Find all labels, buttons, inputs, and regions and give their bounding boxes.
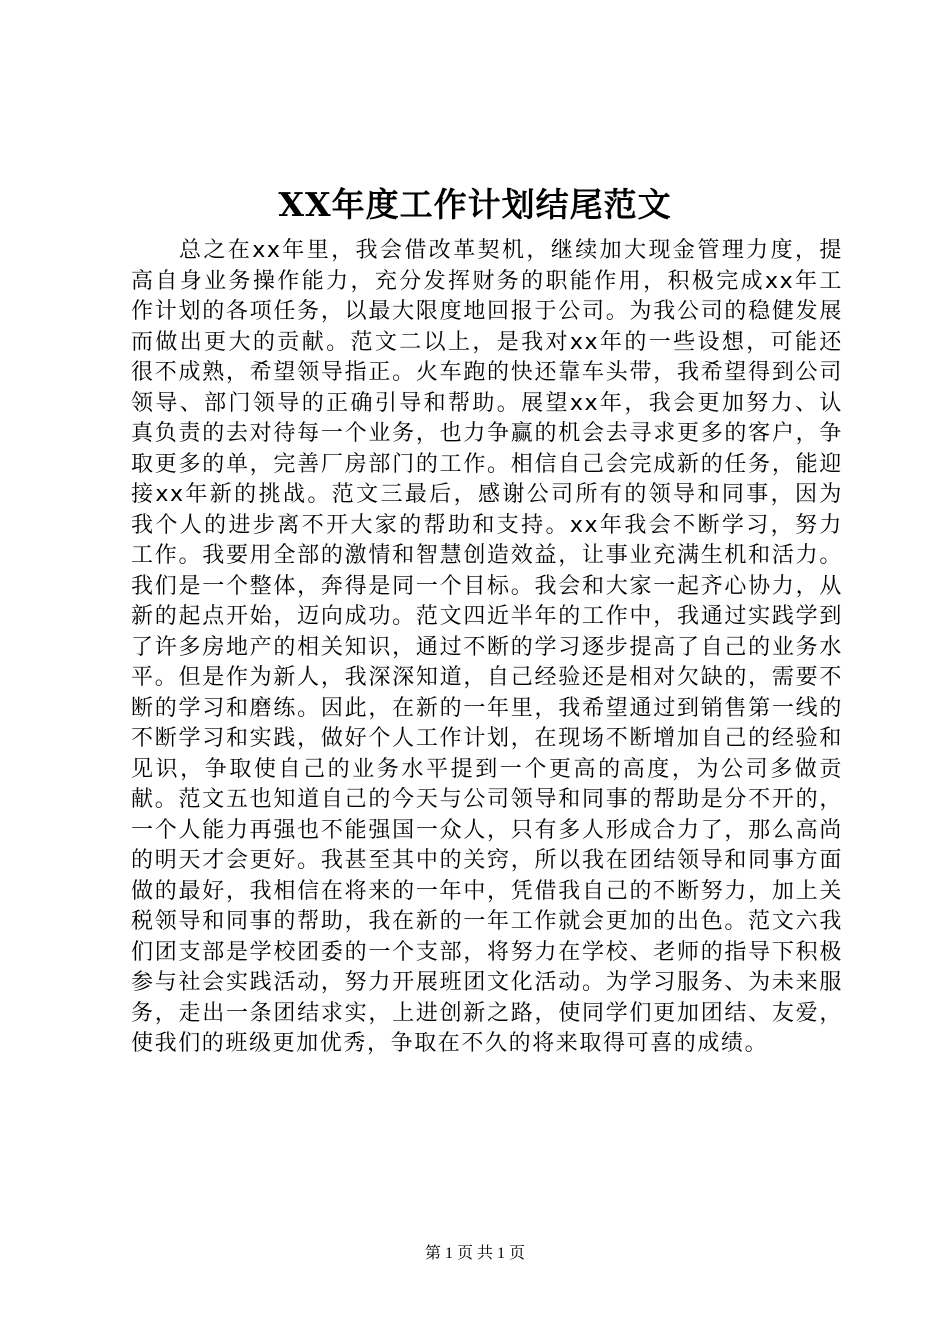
- page-footer: 第 1 页 共 1 页: [424, 1245, 525, 1262]
- document-body: 总之在xx年里，我会借改革契机，继续加大现金管理力度，提高自身业务操作能力，充分发挥财务的职能作用，积极完成xx年工作计划的各项任务，以最大限度地回报于公司。为我公司的稳健发展而做出更大的贡献。范文二以上，是我对xx年的一些设想，可能还很不成熟，希望领导指正。火车跑的快还靠车头带，我希望得到公司领导、部门领导的正确引导和帮助。展望xx年，我会更加努力、认真负责的去对待每一个业务，也力争赢的机会去寻求更多的客户，争取更多的单，完善厂房部门的工作。相信自己会完成新的任务，能迎接xx年新的挑战。范文三最后，感谢公司所有的领导和同事，因为我个人的进步离不开大家的帮助和支持。xx年我会不断学习，努力工作。我要用全部的激情和智慧创造效益，让事业充满生机和活力。我们是一个整体，奔得是同一个目标。我会和大家一起齐心协力，从新的起点开始，迈向成功。范文四近半年的工作中，我通过实践学到了许多房地产的相关知识，通过不断的学习逐步提高了自己的业务水平。但是作为新人，我深深知道，自己经验还是相对欠缺的，需要不断的学习和磨练。因此，在新的一年里，我希望通过到销售第一线的不断学习和实践，做好个人工作计划，在现场不断增加自己的经验和见识，争取使自己的业务水平提到一个更高的高度，为公司多做贡献。范文五也知道自己的今天与公司领导和同事的帮助是分不开的，一个人能力再强也不能强国一众人，只有多人形成合力了，那么高尚的明天才会更好。我甚至其中的关窍，所以我在团结领导和同事方面做的最好，我相信在将来的一年中，凭借我自己的不断努力，加上关税领导和同事的帮助，我在新的一年工作就会更加的出色。范文六我们团支部是学校团委的一个支部，将努力在学校、老师的指导下积极参与社会实践活动，努力开展班团文化活动。为学习服务、为未来服务，走出一条团结求实，上进创新之路，使同学们更加团结、友爱，使我们的班级更加优秀，争取在不久的将来取得可喜的成绩。: [131, 238, 843, 1056]
- document-title: XX年度工作计划结尾范文: [278, 185, 672, 224]
